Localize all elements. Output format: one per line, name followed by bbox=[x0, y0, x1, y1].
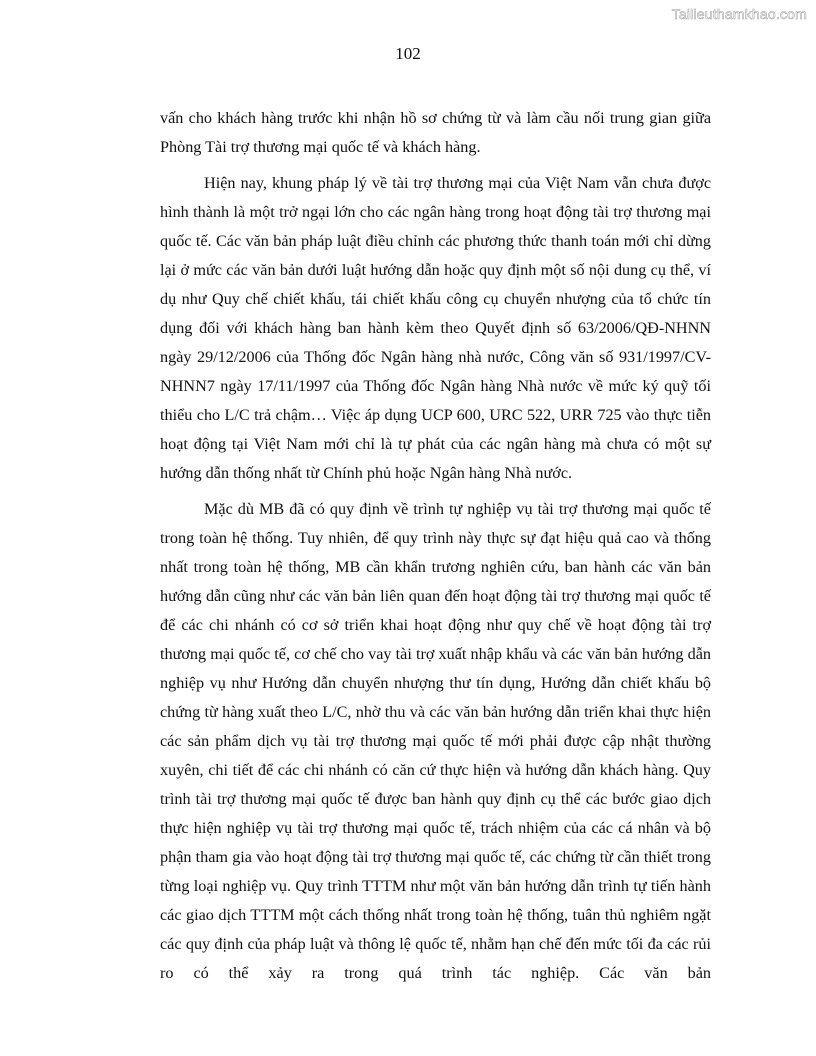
paragraph-continued: vấn cho khách hàng trước khi nhận hồ sơ chứng từ và làm cầu nối trung gian giữa Phòng Tài trợ thương mại quốc tế và khách hàng. bbox=[160, 109, 711, 156]
watermark-text: Tailieuthamkhao.com bbox=[671, 6, 807, 22]
page-number: 102 bbox=[395, 44, 421, 63]
paragraph-mb-procedure: Mặc dù MB đã có quy định về trình tự nghiệp vụ tài trợ thương mại quốc tế trong toàn hệ thống. Tuy nhiên, để quy trình này thực sự đạt hiệu quả cao và thống nhất trong toàn hệ thống, MB cần khẩn trương nghiên cứu, ban hành các văn bản hướng dẫn cũng như các văn bản liên quan đến hoạt động tài trợ thương mại quốc tế để các chi nhánh có cơ sở triển khai hoạt động như quy chế về hoạt động tài trợ thương mại quốc tế, cơ chế cho vay tài trợ xuất nhập khẩu và các văn bản hướng dẫn nghiệp vụ như Hướng dẫn chuyển nhượng thư tín dụng, Hướng dẫn chiết khấu bộ chứng từ hàng xuất theo L/C, nhờ thu và các văn bản hướng dẫn triển khai thực hiện các sản phẩm dịch vụ tài trợ thương mại quốc tế mới phải được cập nhật thường xuyên, chi tiết để các chi nhánh có căn cứ thực hiện và hướng dẫn khách hàng. Quy trình tài trợ thương mại quốc tế được ban hành quy định cụ thể các bước giao dịch thực hiện nghiệp vụ tài trợ thương mại quốc tế, trách nhiệm của các cá nhân và bộ phận tham gia vào hoạt động tài trợ thương mại quốc tế, các chứng từ cần thiết trong từng loại nghiệp vụ. Quy trình TTTM như một văn bản hướng dẫn trình tự tiến hành các giao dịch TTTM một cách thống nhất trong toàn hệ thống, tuân thủ nghiêm ngặt các quy định của pháp luật và thông lệ quốc tế, nhằm hạn chế đến mức tối đa các rủi ro có thể xảy ra trong quá trình tác nghiệp. Các văn bản bbox=[160, 500, 711, 982]
document-body bbox=[160, 104, 711, 995]
paragraph-legal-framework: Hiện nay, khung pháp lý về tài trợ thương mại của Việt Nam vẫn chưa được hình thành là một trở ngại lớn cho các ngân hàng trong hoạt động tài trợ thương mại quốc tế. Các văn bản pháp luật điều chỉnh các phương thức thanh toán mới chỉ dừng lại ở mức các văn bản dưới luật hướng dẫn hoặc quy định một số nội dung cụ thể, ví dụ như Quy chế chiết khấu, tái chiết khấu công cụ chuyển nhượng của tổ chức tín dụng đối với khách hàng ban hành kèm theo Quyết định số 63/2006/QĐ-NHNN ngày 29/12/2006 của Thống đốc Ngân hàng nhà nước, Công văn số 931/1997/CV-NHNN7 ngày 17/11/1997 của Thống đốc Ngân hàng Nhà nước về mức ký quỹ tối thiểu cho L/C trả chậm… Việc áp dụng UCP 600, URC 522, URR 725 vào thực tiễn hoạt động tại Việt Nam mới chỉ là tự phát của các ngân hàng mà chưa có một sự hướng dẫn thống nhất từ Chính phủ hoặc Ngân hàng Nhà nước. bbox=[160, 174, 711, 482]
